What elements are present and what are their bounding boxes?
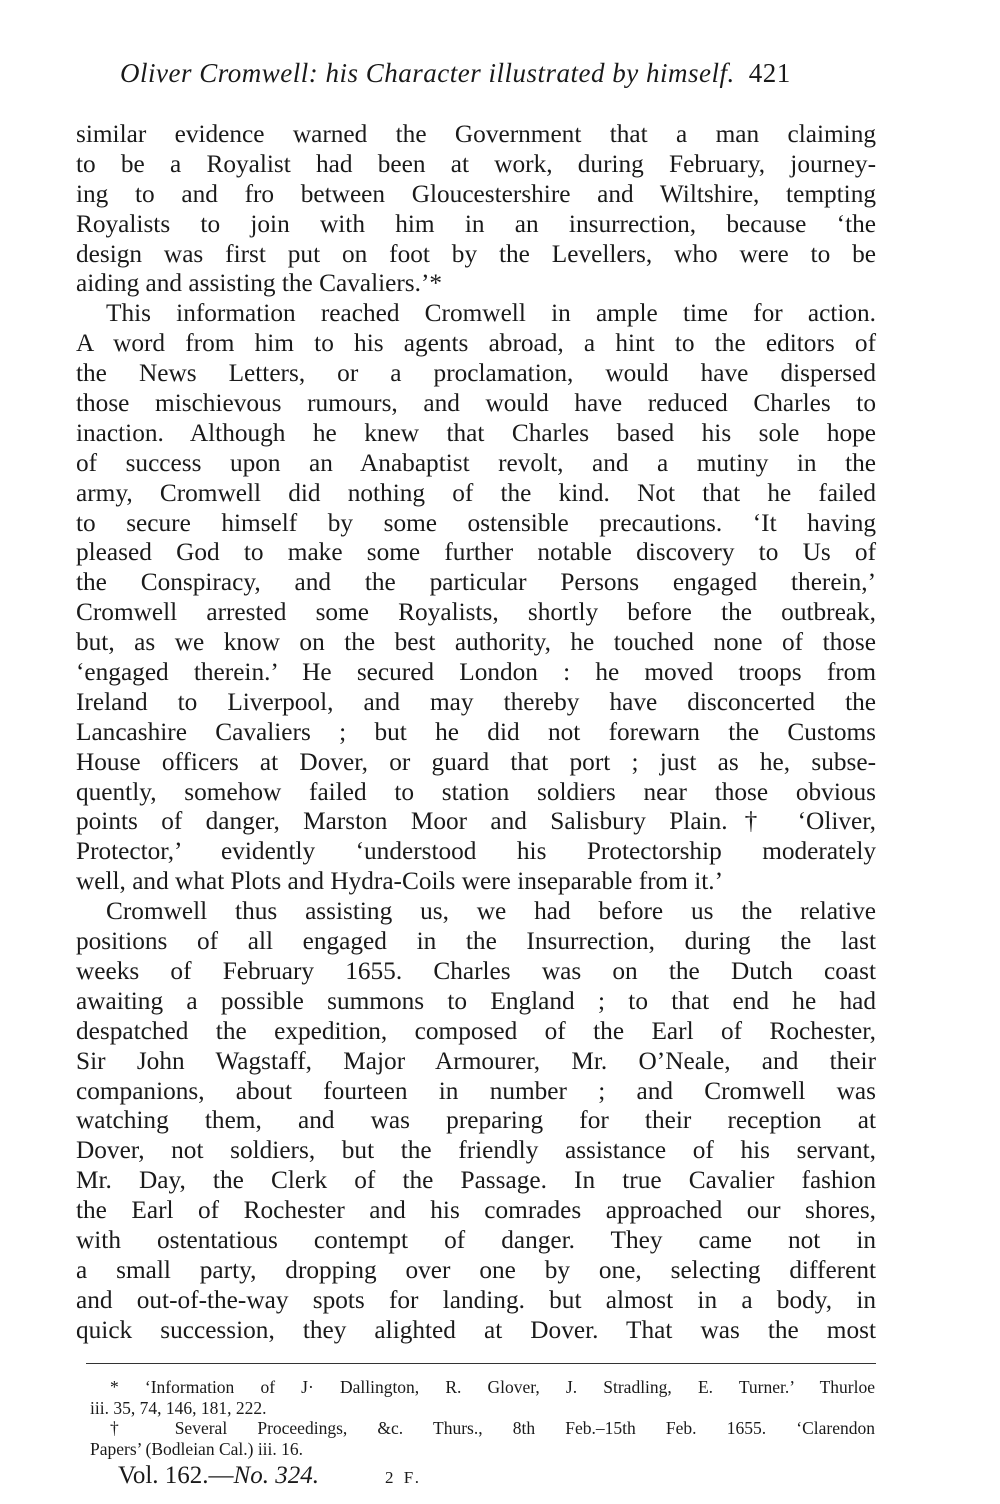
text-line: weeks of February 1655. Charles was on the Dutch coast: [76, 956, 876, 985]
text-line: and out-of-the-way spots for landing. but almost in a body, in: [76, 1285, 876, 1314]
text-line: design was first put on foot by the Levellers, who were to be: [76, 239, 876, 268]
text-line: House officers at Dover, or guard that port ; just as he, subse-: [76, 747, 876, 776]
text-line: the Conspiracy, and the particular Persons engaged therein,’: [76, 568, 876, 597]
text-line: Protector,’ evidently ‘understood his Protectorship moderately: [76, 837, 876, 866]
text-line: ‘engaged therein.’ He secured London : he moved troops from: [76, 658, 876, 687]
text-line: a small party, dropping over one by one, selecting different: [76, 1255, 876, 1284]
text-line: of success upon an Anabaptist revolt, and a mutiny in the: [76, 448, 876, 477]
text-line: to secure himself by some ostensible precautions. ‘It having: [76, 508, 876, 537]
text-line: with ostentatious contempt of danger. They came not in: [76, 1225, 876, 1254]
text-line: army, Cromwell did nothing of the kind. Not that he failed: [76, 478, 876, 507]
text-line: watching them, and was preparing for their reception at: [76, 1106, 876, 1135]
page-number: 421: [748, 58, 791, 88]
text-line: positions of all engaged in the Insurrection, during the last: [76, 927, 876, 956]
signature-mark: 2 F.: [384, 1468, 423, 1487]
text-line: aiding and assisting the Cavaliers.’*: [76, 269, 443, 298]
text-line: Mr. Day, the Clerk of the Passage. In true Cavalier fashion: [76, 1166, 876, 1195]
text-line: This information reached Cromwell in ample time for action.: [106, 299, 876, 328]
footnote-rule: [86, 1363, 876, 1364]
text-line: awaiting a possible summons to England ; to that end he had: [76, 986, 876, 1015]
text-line: Cromwell arrested some Royalists, shortly before the outbreak,: [76, 598, 876, 627]
text-line: Royalists to join with him in an insurrection, because ‘the: [76, 209, 876, 238]
signature-number: No. 324.: [233, 1462, 319, 1489]
text-line: A word from him to his agents abroad, a hint to the editors of: [76, 329, 876, 358]
text-line: those mischievous rumours, and would have reduced Charles to: [76, 389, 876, 418]
running-head: [120, 58, 880, 89]
text-line: Dover, not soldiers, but the friendly assistance of his servant,: [76, 1136, 876, 1165]
text-line: Ireland to Liverpool, and may thereby have disconcerted the: [76, 687, 876, 716]
text-line: despatched the expedition, composed of the Earl of Rochester,: [76, 1016, 876, 1045]
text-line: Sir John Wagstaff, Major Armourer, Mr. O’Neale, and their: [76, 1046, 876, 1075]
text-line: ing to and fro between Gloucestershire and Wiltshire, tempting: [76, 179, 876, 208]
text-line: quick succession, they alighted at Dover. That was the most: [76, 1315, 876, 1344]
text-line: to be a Royalist had been at work, during February, journey-: [76, 149, 876, 178]
body-text: [76, 120, 876, 1346]
text-line: Cromwell thus assisting us, we had before us the relative: [106, 897, 876, 926]
footnote-line: * ‘Information of J· Dallington, R. Glover, J. Stradling, E. Turner.’ Thurloe: [110, 1377, 875, 1397]
footnotes: [90, 1377, 875, 1459]
text-line: companions, about fourteen in number ; and Cromwell was: [76, 1076, 876, 1105]
text-line: well, and what Plots and Hydra-Coils were inseparable from it.’: [76, 867, 724, 896]
text-line: points of danger, Marston Moor and Salisbury Plain.† ‘Oliver,: [76, 807, 876, 836]
text-line: pleased God to make some further notable discovery to Us of: [76, 538, 876, 567]
footnote-line: Papers’ (Bodleian Cal.) iii. 16.: [90, 1438, 304, 1459]
text-line: inaction. Although he knew that Charles based his sole hope: [76, 418, 876, 447]
footnote-line: iii. 35, 74, 146, 181, 222.: [90, 1397, 267, 1418]
signature-volume: Vol. 162.—: [118, 1462, 234, 1489]
text-line: similar evidence warned the Government that a man claiming: [76, 120, 876, 148]
text-line: the News Letters, or a proclamation, would have dispersed: [76, 359, 876, 388]
text-line: Lancashire Cavaliers ; but he did not forewarn the Customs: [76, 717, 876, 746]
footnote-line: † Several Proceedings, &c. Thurs., 8th Feb.–15th Feb. 1655. ‘Clarendon: [110, 1418, 875, 1438]
text-line: quently, somehow failed to station soldiers near those obvious: [76, 777, 876, 806]
signature-line: [118, 1462, 422, 1490]
text-line: the Earl of Rochester and his comrades approached our shores,: [76, 1196, 876, 1225]
running-title: Oliver Cromwell: his Character illustrated by himself.: [120, 58, 735, 88]
text-line: but, as we know on the best authority, he touched none of those: [76, 628, 876, 657]
